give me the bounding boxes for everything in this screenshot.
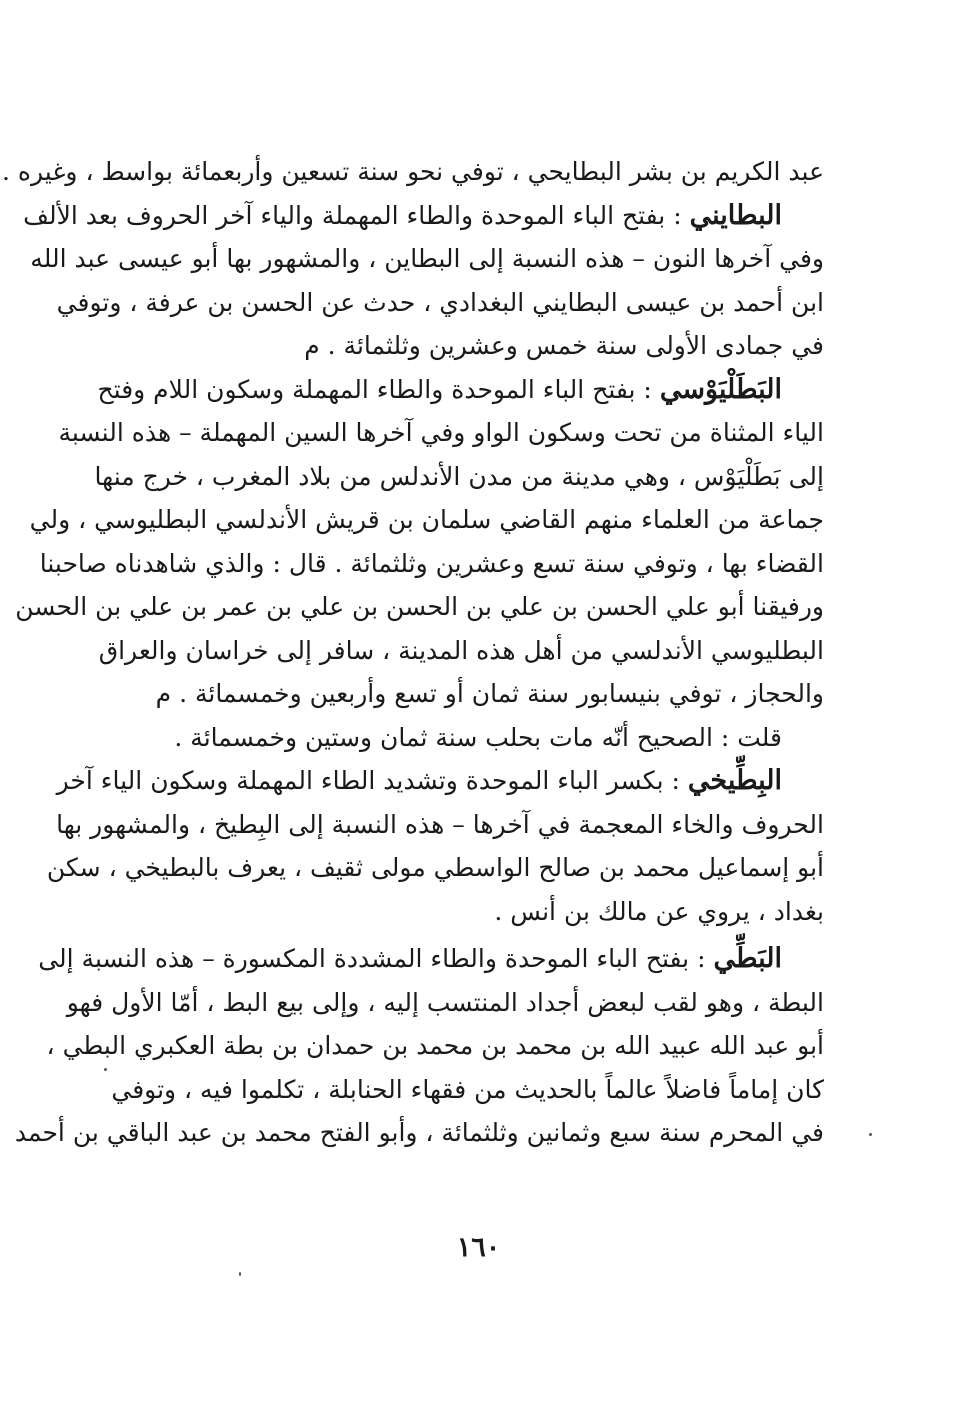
scan-speck xyxy=(104,1068,107,1071)
editor-note: قلت : الصحيح أنّه مات بحلب سنة ثمان وستين وخمسمائة . xyxy=(174,722,782,752)
entry-headword: البِطِّيخي xyxy=(687,765,782,796)
text-line: والحجاز ، توفي بنيسابور سنة ثمان أو تسع وأربعين وخمسمائة . م xyxy=(155,679,824,708)
text-line: الحروف والخاء المعجمة في آخرها – هذه النسبة إلى البِطيخ ، والمشهور بها xyxy=(56,809,824,839)
text-line: الياء المثناة من تحت وسكون الواو وفي آخرها السين المهملة – هذه النسبة xyxy=(58,418,824,447)
text-line: البطة ، وهو لقب لبعض أجداد المنتسب إليه ، وإلى بيع البط ، أمّا الأول فهو xyxy=(66,987,824,1017)
page-number: ١٦٠ xyxy=(456,1232,501,1263)
body-text xyxy=(2,150,824,1155)
entry-headword: البطايني xyxy=(689,199,782,231)
entry-first-line: البطايني : بفتح الباء الموحدة والطاء المهملة والياء آخر الحروف بعد الألف xyxy=(23,199,782,231)
text-line: أبو إسماعيل محمد بن صالح الواسطي مولى ثقيف ، يعرف بالبطيخي ، سكن xyxy=(46,853,824,882)
text-line: إلى بَطَلْيَوْس ، وهي مدينة من مدن الأندلس من بلاد المغرب ، خرج منها xyxy=(94,461,824,491)
text-line: جماعة من العلماء منهم القاضي سلمان بن قريش الأندلسي البطليوسي ، ولي xyxy=(29,505,824,534)
text-line: أبو عبد الله عبيد الله بن محمد بن محمد بن حمدان بن بطة العكبري البطي ، xyxy=(46,1031,824,1060)
text-line: في المحرم سنة سبع وثمانين وثلثمائة ، وأبو الفتح محمد بن عبد الباقي بن أحمد xyxy=(14,1118,824,1147)
text-line: ورفيقنا أبو علي الحسن بن علي بن الحسن بن علي بن عمر بن علي بن الحسن xyxy=(15,592,824,621)
entry-headword: البَطِّي xyxy=(713,943,782,974)
entry-headword: البَطَلْيَوْسي xyxy=(659,373,782,405)
text-line: كان إماماً فاضلاً عالماً بالحديث من فقهاء الحنابلة ، تكلموا فيه ، وتوفي xyxy=(111,1074,824,1104)
text-line: ابن أحمد بن عيسى البطايني البغدادي ، حدث عن الحسن بن عرفة ، وتوفي xyxy=(56,287,824,317)
text-line: في جمادى الأولى سنة خمس وعشرين وثلثمائة . م xyxy=(304,331,824,360)
text-line: عبد الكريم بن بشر البطايحي ، توفي نحو سنة تسعين وأربعمائة بواسط ، وغيره . xyxy=(2,157,824,186)
entry-first-line: البَطِّي : بفتح الباء الموحدة والطاء المشددة المكسورة – هذه النسبة إلى xyxy=(38,943,782,974)
text-line: القضاء بها ، وتوفي سنة تسع وعشرين وثلثمائة . قال : والذي شاهدناه صاحبنا xyxy=(39,548,824,578)
scan-speck xyxy=(239,1272,241,1276)
scan-speck xyxy=(869,1133,872,1136)
text-line: وفي آخرها النون – هذه النسبة إلى البطاين ، والمشهور بها أبو عيسى عبد الله xyxy=(30,244,824,273)
text-line: بغداد ، يروي عن مالك بن أنس . xyxy=(494,896,824,926)
entry-first-line: البِطِّيخي : بكسر الباء الموحدة وتشديد الطاء المهملة وسكون الياء آخر xyxy=(56,765,782,796)
entry-first-line: البَطَلْيَوْسي : بفتح الباء الموحدة والطاء المهملة وسكون اللام وفتح xyxy=(97,373,782,405)
text-line: البطليوسي الأندلسي من أهل هذه المدينة ، سافر إلى خراسان والعراق xyxy=(98,635,824,665)
